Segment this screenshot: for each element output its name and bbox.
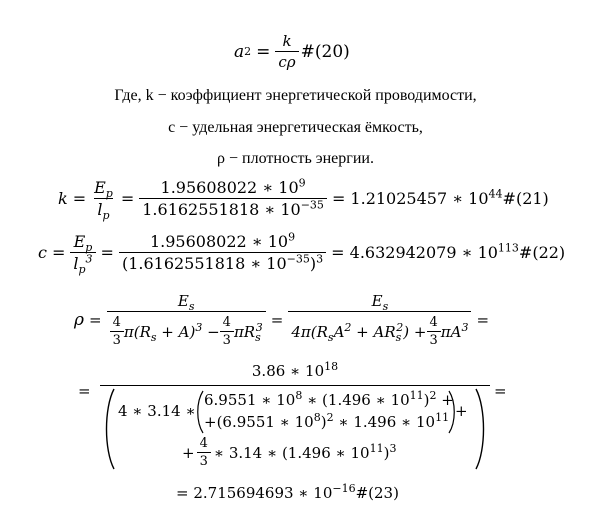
eq23a-equals-1: = [89, 311, 102, 329]
eq22-f1-num-sub: p [85, 241, 93, 255]
eq22-result-base: = 4.632942079 ∗ 10 [331, 243, 498, 262]
eq23a-f1-den-expr-2 [233, 320, 263, 344]
eq23a-f1-num-sub: s [188, 300, 195, 313]
eq22-f2-den-tail: ) [309, 254, 317, 273]
eq23b-inner1-exp: 8 [295, 389, 303, 402]
eq23b-after-inner: + [455, 402, 468, 420]
eq22-f1-den-exp: 3 [85, 252, 93, 266]
eq21-tag: #(21) [502, 189, 549, 208]
eq21-f2-num [158, 178, 309, 198]
eq23a-f2-den-c-sub: s [395, 330, 402, 344]
eq23a-f2-den-b-exp: 2 [344, 320, 352, 334]
eq22-f2-den-exp: −35 [286, 252, 310, 266]
eq21-f2-num-base: 1.95608022 ∗ 10 [160, 178, 299, 197]
eq23a-lhs: ρ [74, 310, 84, 330]
eq23c-tag: #(23) [355, 484, 399, 502]
eq22-f1-den [70, 252, 95, 277]
eq23b-line3: ∗ 3.14 ∗ (1.496 ∗ 10 [213, 443, 370, 462]
eq23a-f1-four-thirds [110, 315, 124, 348]
equation-21 [58, 176, 549, 223]
eq20-equals: = [256, 41, 271, 62]
eq23b-inner1c: ) [423, 391, 430, 409]
eq23b-43-num: 4 [199, 436, 208, 451]
eq21-equals-1: = [72, 189, 87, 208]
eq22-f2-num-base: 1.95608022 ∗ 10 [149, 232, 289, 251]
eq21-result-base: = 1.21025457 ∗ 10 [331, 189, 489, 208]
eq21-result [327, 189, 549, 208]
eq23a-f1-43b-den: 3 [220, 331, 234, 348]
eq22-f2-den-base: (1.6162551818 ∗ 10 [121, 254, 287, 273]
eq23b-line3-tail-exp: 3 [389, 441, 397, 455]
eq23a-f1-den-expr [123, 320, 220, 344]
legend-line-1: Где, k − коэффициент энергетической проводимости, [114, 87, 477, 104]
eq21-f1-den-sub: p [102, 209, 110, 223]
eq23b-num-base: 3.86 ∗ 10 [251, 362, 325, 380]
eq23b-inner1d: + [436, 391, 454, 409]
eq21-f1-den [94, 198, 112, 223]
eq23c-result-exp: −16 [332, 482, 356, 495]
eq23b-inner1b-exp: 11 [409, 389, 424, 402]
eq23a-f2-den-e: πA [440, 322, 462, 341]
eq21-f2-den [139, 198, 327, 219]
eq21-f1-num [91, 178, 116, 201]
eq23a-f2-den-c-exp: 2 [396, 320, 404, 334]
eq22-f2-num-exp: 9 [288, 230, 296, 244]
eq23a-f1-den [107, 311, 266, 348]
eq21-f1-num-base: E [94, 178, 106, 197]
eq23a-f2-den-expr-2 [440, 320, 469, 341]
eq23a-f2-num [369, 292, 392, 311]
eq23b-left-inner-paren [194, 390, 204, 434]
eq23a-f1-den-b: + A) [156, 322, 196, 341]
equation-22 [38, 230, 566, 277]
eq22-equals-1: = [51, 243, 66, 262]
eq22-lhs: c [38, 243, 47, 262]
eq23b-four-thirds [197, 436, 211, 469]
eq23a-f1-den-d-sub: s [255, 330, 261, 344]
eq23b-inner2c-exp: 11 [435, 411, 450, 424]
eq23a-f2-num-sub: s [382, 300, 389, 313]
eq23a-f2-four-thirds [427, 315, 441, 348]
eq22-result-exp: 113 [497, 241, 519, 255]
equation-23-line-1 [74, 292, 494, 348]
eq22-result [326, 243, 565, 262]
eq23a-fraction-2 [288, 292, 471, 348]
eq23a-f1-four-thirds-2 [220, 315, 234, 348]
eq23b-right-big-paren [474, 388, 490, 470]
eq23b-43-den: 3 [197, 452, 211, 469]
legend-line-2: c − удельная энергетическая ёмкость, [168, 119, 423, 136]
eq23b-num-exp: 18 [324, 360, 339, 373]
eq23a-f1-num-base: E [177, 292, 189, 310]
eq21-f1-den-base: l [97, 200, 103, 219]
eq23c-result-base: = 2.715694693 ∗ 10 [176, 484, 333, 502]
eq20-lhs: a [234, 41, 245, 62]
eq21-f2-num-exp: 9 [298, 176, 306, 190]
eq23a-f1-den-c: − [202, 322, 220, 341]
eq23a-f2-den [288, 311, 471, 348]
eq23b-inner2b: ) [320, 413, 327, 431]
eq22-f2-den-tail-exp: 3 [316, 252, 324, 266]
eq23a-f2-den-b: A [333, 322, 345, 341]
eq23b-line3-exp: 11 [369, 441, 384, 455]
eq23a-f2-43-num: 4 [429, 315, 438, 330]
eq21-f2-den-exp: −35 [300, 198, 324, 212]
eq23a-f1-den-d: πR [233, 322, 256, 341]
eq23b-line-3 [182, 436, 396, 469]
eq23a-f2-den-a: 4π(R [291, 322, 328, 341]
eq23b-line3-expr [211, 441, 397, 462]
eq20-tag: #(20) [300, 41, 350, 62]
eq22-equals-2: = [100, 243, 114, 262]
eq21-fraction-symbolic [91, 178, 116, 223]
eq22-f2-num [147, 232, 298, 252]
eq21-f2-den-base: 1.6162551818 ∗ 10 [142, 200, 301, 219]
eq23a-equals-3: = [476, 311, 490, 329]
eq23a-f2-den-a-sub: s [327, 330, 334, 344]
eq23b-equals-right: = [494, 382, 507, 400]
legend-line-3: ρ − плотность энергии. [217, 150, 374, 167]
eq23b-line3-tail: ) [383, 443, 390, 462]
eq23b-numerator [100, 362, 490, 380]
eq23b-inner2-exp: 8 [313, 411, 321, 424]
equation-20: a 2 = $\frac{k}{c\rho}$ #(20) [234, 32, 350, 71]
eq23b-inner-line-2 [204, 413, 449, 431]
eq21-lhs: k [58, 189, 68, 208]
eq21-result-exp: 44 [488, 187, 503, 201]
eq23a-f1-num [175, 292, 198, 311]
eq20-denominator: cρ [275, 51, 298, 71]
eq23b-inner2c: ∗ 1.496 ∗ 10 [333, 413, 436, 431]
eq23b-prefix: 4 ∗ 3.14 ∗ [118, 402, 196, 420]
eq20-numerator: k [282, 32, 292, 50]
eq23a-f1-den-a: π(R [123, 322, 151, 341]
eq21-fraction-numeric [139, 178, 327, 219]
eq23a-f1-den-d-exp: 3 [255, 320, 263, 334]
eq20-fraction [275, 32, 298, 71]
eq23a-f2-43-den: 3 [427, 331, 441, 348]
eq23b-inner1c-exp: 2 [429, 389, 437, 402]
equation-23-line-2 [78, 362, 508, 472]
eq23b-inner2b-exp: 2 [326, 411, 334, 424]
eq23b-fraction-bar [100, 385, 490, 386]
eq21-equals-2: = [120, 189, 135, 208]
eq22-tag: #(22) [518, 243, 566, 262]
eq23b-inner1b: ∗ (1.496 ∗ 10 [302, 391, 410, 409]
eq22-f1-den-base: l [73, 254, 79, 273]
eq22-fraction-symbolic [70, 232, 95, 277]
eq22-f1-num-base: E [73, 232, 86, 251]
eq23b-inner2: +(6.9551 ∗ 10 [204, 413, 314, 431]
eq23b-equals-left: = [78, 382, 91, 400]
eq23a-f1-43-num: 4 [112, 315, 121, 330]
eq23a-f2-den-expr [291, 320, 427, 344]
eq23b-left-big-paren [100, 388, 116, 470]
equation-23-result [176, 484, 399, 502]
eq23a-f2-den-e-exp: 3 [461, 320, 469, 334]
eq23a-f2-num-base: E [371, 292, 383, 310]
eq23a-fraction-1 [107, 292, 266, 348]
eq23a-f1-den-a-sub: s [150, 330, 157, 344]
eq22-f1-den-sub: p [78, 263, 86, 277]
eq23b-inner-line-1 [204, 391, 454, 409]
eq23a-equals-2: = [270, 311, 284, 329]
eq22-f2-den [119, 252, 326, 273]
eq23b-inner1: 6.9551 ∗ 10 [204, 391, 296, 409]
eq23a-f1-43b-num: 4 [222, 315, 231, 330]
eq22-fraction-numeric [119, 232, 326, 273]
eq21-f1-num-sub: p [105, 187, 113, 201]
eq23a-f2-den-c: + AR [351, 322, 396, 341]
eq23a-f1-43-den: 3 [110, 331, 124, 348]
eq23a-f1-den-b-exp: 3 [195, 320, 203, 334]
eq22-f1-num [71, 232, 96, 255]
eq23b-line3-pre: + [182, 443, 195, 462]
eq23a-f2-den-d: ) + [403, 322, 427, 341]
